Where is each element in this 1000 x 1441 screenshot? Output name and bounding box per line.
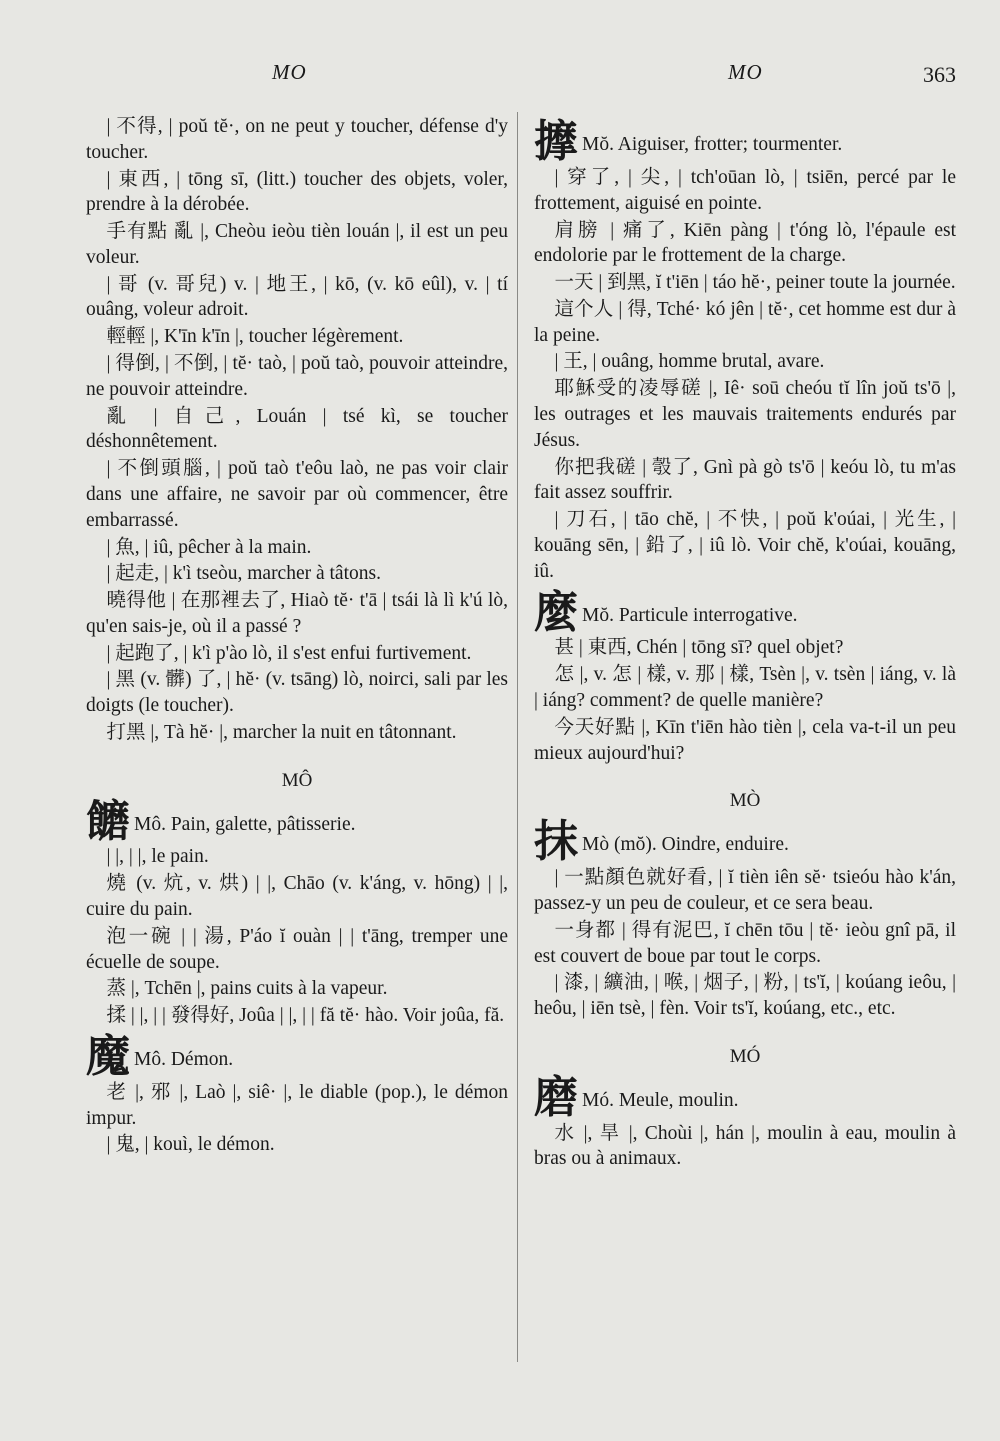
sub-entry: 燒 (v. 炕, v. 烘) | |, Chāo (v. k'áng, v. hōng) | |, cuire du pain.: [86, 873, 508, 921]
sub-entry: | 得倒, | 不倒, | tĕ· taò, | poŭ taò, pouvoir atteindre, ne pouvoir atteindre.: [86, 353, 508, 400]
right-running-head: MO: [728, 60, 763, 84]
sub-entry: | 漆, | 纊油, | 喉, | 烟子, | 粉, | ts'ĭ, | koúang ieôu, | heôu, | iēn tsè, | fèn. Voir ts'ĭ, koúang, etc., etc.: [534, 972, 956, 1020]
sub-entry: | 黑 (v. 髒) 了, | hĕ· (v. tsāng) lò, noirci, sali par les doigts (le toucher).: [86, 669, 508, 717]
entry-definition: Mò (mŏ). Oindre, enduire.: [582, 834, 789, 856]
sub-entry: | 一點顏色就好看, | ĭ tièn iên sĕ· tsieóu hào k'án, passez-y un peu de couleur, et ce sera beau.: [534, 867, 956, 914]
sub-entry: | 起跑了, | k'ì p'ào lò, il s'est enfui furtivement.: [106, 642, 472, 664]
sub-entry: | 刀石, | tāo chĕ, | 不快, | poŭ k'oúai, | 光生, | kouāng sēn, | 鉛了, | iû lò. Voir chĕ, k'oúai, kouāng, iû.: [534, 509, 956, 582]
entry-definition: Mô. Démon.: [134, 1048, 234, 1070]
headword-character: 饝: [86, 795, 130, 847]
entry-definition: Mó. Meule, moulin.: [582, 1089, 739, 1111]
sub-entry: 曉得他 | 在那裡去了, Hiaò tĕ· t'ā | tsái là lì k'ú lò, qu'en sais-je, où il a passé ?: [86, 590, 508, 637]
section-heading: MÒ: [729, 790, 761, 812]
dictionary-entry: [534, 116, 956, 167]
sub-entry: 你把我磋 | 彀了, Gnì pà gò ts'ō | keóu lò, tu m'as fait assez souffrir.: [534, 456, 956, 504]
headword-character: 麼: [534, 586, 578, 638]
headword-character: 磨: [534, 1071, 578, 1123]
sub-entry: | 王, | ouâng, homme brutal, avare.: [554, 351, 825, 373]
sub-entry: 一身都 | 得有泥巴, ĭ chēn tōu | tĕ· ieòu gnî pā, il est couvert de boue par tout le corps.: [534, 919, 956, 967]
sub-entry: 泡一碗 | | 湯, P'áo ĭ ouàn | | t'āng, tremper une écuelle de soupe.: [86, 925, 508, 973]
entry-definition: Mŏ. Particule interrogative.: [582, 604, 798, 626]
sub-entry: 亂 | 自己, Louán | tsé kì, se toucher déshonnêtement.: [86, 405, 508, 453]
entry-definition: Mŏ. Aiguiser, frotter; tourmenter.: [582, 134, 843, 155]
headword-character: 擵: [534, 116, 578, 167]
sub-entry: 這个人 | 得, Tché· kó jên | tĕ·, cet homme est dur à la peine.: [534, 298, 956, 346]
sub-entry: 肩膀 | 痛了, Kiēn pàng | t'óng lò, l'épaule est endolorie par le frottement de la charge.: [534, 219, 956, 267]
page-number: 363: [923, 62, 956, 87]
sub-entry: | 哥 (v. 哥兒) v. | 地王, | kō, (v. kō eûl), v. | tí ouâng, voleur adroit.: [86, 273, 508, 321]
sub-entry: 蒸 |, Tchēn |, pains cuits à la vapeur.: [106, 978, 388, 1000]
dictionary-entry: [534, 586, 956, 638]
sub-entry: | 鬼, | kouì, le démon.: [106, 1134, 275, 1156]
sub-entry: 水 |, 旱 |, Choùi |, hán |, moulin à eau, moulin à bras ou à animaux.: [534, 1122, 956, 1170]
column-divider: [517, 112, 518, 1362]
sub-entry: | |, | |, le pain.: [106, 846, 209, 868]
dictionary-entry: [86, 795, 508, 847]
section-heading: MÔ: [281, 769, 313, 791]
sub-entry: 打黑 |, Tà hĕ· |, marcher la nuit en tâtonnant.: [106, 721, 457, 743]
sub-entry: 耶穌受的凌辱磋 |, Iê· soū cheóu tĭ lîn joŭ ts'ō |, les outrages et les mauvais traitements endurés par Jésus.: [534, 378, 956, 451]
dictionary-entry: [86, 1030, 508, 1082]
entry-definition: Mô. Pain, galette, pâtisserie.: [134, 813, 356, 835]
sub-entry: | 穿了, | 尖, | tch'oūan lò, | tsiēn, percé par le frottement, aiguisé en pointe.: [534, 166, 956, 214]
sub-entry: 怎 |, v. 怎 | 樣, v. 那 | 樣, Tsèn |, v. tsèn | iáng, v. là | iáng? comment? de quelle manière?: [534, 664, 956, 712]
dictionary-entry: [534, 816, 956, 868]
sub-entry: | 起走, | k'ì tseòu, marcher à tâtons.: [106, 563, 381, 585]
sub-entry: 輕輕 |, K'īn k'īn |, toucher légèrement.: [106, 326, 404, 348]
sub-entry: 老 |, 邪 |, Laò |, siê· |, le diable (pop.), le démon impur.: [86, 1081, 508, 1129]
right-column: [534, 114, 956, 1173]
left-column: [86, 114, 508, 1159]
sub-entry: 揉 | |, | | 發得好, Joûa | |, | | fă tĕ· hào. Voir joûa, fă.: [106, 1005, 505, 1027]
sub-entry: | 不倒頭腦, | poŭ taò t'eôu laò, ne pas voir clair dans une affaire, ne savoir par où commencer, être embarrassé.: [86, 458, 508, 531]
dictionary-entry: [534, 1071, 956, 1123]
sub-entry: 一天 | 到黑, ĭ t'iēn | táo hĕ·, peiner toute la journée.: [554, 272, 956, 294]
sub-entry: | 魚, | iû, pêcher à la main.: [106, 536, 312, 558]
sub-entry: | 東西, | tōng sī, (litt.) toucher des objets, voler, prendre à la dérobée.: [86, 168, 508, 216]
sub-entry: 今天好點 |, Kīn t'iēn hào tièn |, cela va-t-il un peu mieux aujourd'hui?: [534, 716, 956, 764]
headword-character: 魔: [86, 1030, 130, 1082]
section-heading: MÓ: [729, 1045, 761, 1067]
sub-entry: 手有點 亂 |, Cheòu ieòu tièn louán |, il est un peu voleur.: [86, 221, 508, 268]
headword-character: 抹: [534, 816, 578, 868]
sub-entry: | 不得, | poŭ tĕ·, on ne peut y toucher, défense d'y toucher.: [86, 116, 508, 163]
sub-entry: 甚 | 東西, Chén | tōng sī? quel objet?: [554, 637, 844, 659]
left-running-head: MO: [272, 60, 307, 84]
